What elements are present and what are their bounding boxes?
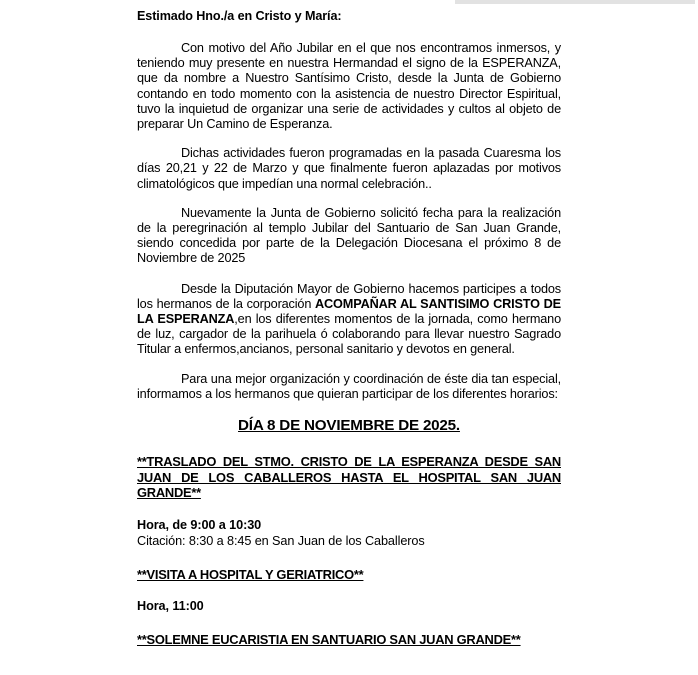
schedule-hour-visita: Hora, 11:00: [137, 599, 204, 614]
schedule-item-visita: [137, 567, 561, 615]
paragraph-year-jubilee: Con motivo del Año Jubilar en el que nos encontramos inmersos, y teniendo muy presente en nuestra Hermandad el signo de la ESPERANZA, que da nombre a Nuestro Santísimo Cristo, desde la Junta de Gobierno contando en todo momento con la asistencia de nuestro Director Espiritual, tuvo la inquietud de organizar una serie de actividades y cultos al objeto de preparar Un Camino de Esperanza.: [137, 41, 561, 132]
schedule-heading-visita: **VISITA A HOSPITAL Y GERIATRICO**: [137, 566, 364, 582]
paragraph-postponed-activities: Dichas actividades fueron programadas en la pasada Cuaresma los días 20,21 y 22 de Marzo y que finalmente fueron aplazadas por motivos climatológicos que impedían una normal celebración..: [137, 146, 561, 191]
salutation-line: Estimado Hno./a en Cristo y María:: [137, 9, 342, 23]
participation-emphasis: ACOMPAÑAR AL SANTISIMO CRISTO DE LA ESPERANZA: [137, 296, 561, 327]
event-date-heading: DÍA 8 DE NOVIEMBRE DE 2025.: [238, 417, 460, 435]
schedule-item-eucaristia: [137, 632, 561, 648]
schedule-hour-traslado: Hora, de 9:00 a 10:30: [137, 517, 262, 532]
schedule-heading-traslado: **TRASLADO DEL STMO. CRISTO DE LA ESPERANZA DESDE SAN JUAN DE LOS CABALLEROS HASTA EL HOSPITAL SAN JUAN GRANDE**: [137, 454, 561, 501]
participation-tail: ,en los diferentes momentos de la jornada, como hermano de luz, cargador de la parihuela ó colaborando para llevar nuestro Sagrado Titular a enfermos,ancianos, personal sanitario y devotos en general.: [137, 312, 561, 357]
document-body: [137, 9, 561, 664]
schedule-detail-traslado: Citación: 8:30 a 8:45 en San Juan de los Caballeros: [137, 534, 425, 549]
paragraph-pilgrimage-date: Nuevamente la Junta de Gobierno solicitó fecha para la realización de la peregrinación al templo Jubilar del Santuario de San Juan Grande, siendo concedida por parte de la Delegación Diocesana el próximo 8 de Noviembre de 2025: [137, 205, 561, 266]
paragraph-organization-notice: Para una mejor organización y coordinación de éste dia tan especial, informamos a los hermanos que quieran participar de los diferentes horarios:: [137, 371, 561, 401]
participation-lead: Desde la Diputación Mayor de Gobierno hacemos participes a todos los hermanos de la corporación: [137, 281, 561, 311]
scan-artifact: [455, 0, 695, 4]
paragraph-participation: [137, 282, 561, 358]
schedule-heading-eucaristia: **SOLEMNE EUCARISTIA EN SANTUARIO SAN JUAN GRANDE**: [137, 631, 521, 647]
schedule-item-traslado: [137, 454, 561, 550]
